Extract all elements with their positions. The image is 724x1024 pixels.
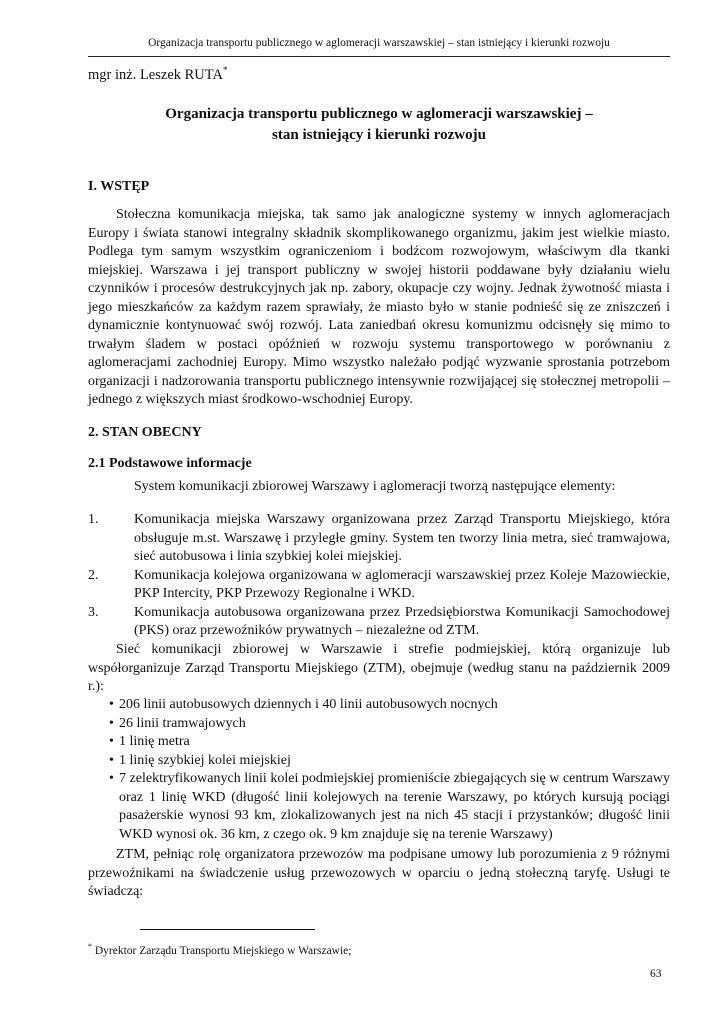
bullet-text: 206 linii autobusowych dziennych i 40 linii autobusowych nocnych — [119, 697, 498, 712]
list-item — [88, 567, 670, 604]
paper-title — [88, 104, 670, 146]
title-line-2: stan istniejący i kierunki rozwoju — [272, 127, 486, 143]
bullet-mark: • — [109, 734, 114, 749]
bullet-mark: • — [109, 752, 114, 768]
header-divider — [88, 56, 670, 57]
title-line-1: Organizacja transportu publicznego w aglomeracji warszawskiej – — [165, 106, 593, 122]
bullet-item — [88, 752, 670, 771]
list-item-text: Komunikacja kolejowa organizowana w aglomeracji warszawskiej przez Koleje Mazowieckie, PKP Intercity, PKP Przewozy Regionalne i WKD. — [134, 567, 670, 601]
list-item-number: 3. — [88, 604, 99, 620]
bullet-mark: • — [109, 771, 114, 786]
bullet-text: 1 linię metra — [119, 734, 190, 749]
section-2-1-heading: 2.1 Podstawowe informacje — [88, 456, 252, 471]
list-item — [88, 604, 670, 641]
running-header: Organizacja transportu publicznego w aglomeracji warszawskiej – stan istniejący i kierunki rozwoju — [148, 37, 610, 49]
elements-intro: System komunikacji zbiorowej Warszawy i aglomeracji tworzą następujące elementy: — [134, 479, 616, 494]
author-name: mgr inż. Leszek RUTA — [88, 66, 223, 83]
closing-paragraph: ZTM, pełniąc rolę organizatora przewozów ma podpisane umowy lub porozumienia z 9 różnymi przewoźnikami na świadczenie usług przewozowych w oparciu o jedną stołeczną taryfę. Usługi te świadczą: — [88, 847, 670, 899]
section-1-heading: I. WSTĘP — [88, 179, 150, 194]
section-2-heading: 2. STAN OBECNY — [88, 425, 202, 440]
numbered-list — [88, 511, 670, 641]
bullet-item — [88, 770, 670, 844]
network-intro-paragraph: Sieć komunikacji zbiorowej w Warszawie i strefie podmiejskiej, którą organizuje lub współorganizuje Zarząd Transportu Miejskiego (ZTM), obejmuje (według stanu na październik 2009 r.): — [88, 642, 670, 694]
author-line — [88, 65, 227, 84]
footnote-text: Dyrektor Zarządu Transportu Miejskiego w Warszawie; — [92, 944, 352, 957]
bullet-item — [88, 696, 670, 715]
section-1-paragraph: Stołeczna komunikacja miejska, tak samo jak analogiczne systemy w innych aglomeracjach Europy i świata stanowi integralny składnik skomplikowanego organizmu, jakim jest wielkie miasto. Podlega tym samym wszystkim ograniczeniom i bodźcom rozwojowym, właściwym dla tkanki miejskiej. Warszawa i jej transport publiczny w swojej historii poddawane były działaniu wielu czynników i procesów destrukcyjnych jak np. zabory, okupacje czy wojny. Jednak żywotność miasta i jego mieszkańców za każdym razem sprawiały, że miasto było w stanie podnieść się ze zniszczeń i dynamicznie kontynuować swój rozwój. Lata zaniedbań okresu komunizmu odcisnęły się mimo to trwałym śladem w postaci opóźnień w rozwoju systemu transportowego w porównaniu z aglomeracjami zachodniej Europy. Mimo wszystko należało podjąć wyzwanie sprostania potrzebom organizacji i nadzorowania transportu publicznego intensywnie rozwijającej się stołecznej metropolii – jednego z większych miast środkowo-wschodniej Europy. — [88, 207, 670, 407]
list-item-number: 1. — [88, 512, 99, 527]
bullet-mark: • — [109, 697, 114, 712]
bullet-text: 7 zelektryfikowanych linii kolei podmiejskiej promieniście zbiegających się w centrum Warszawy oraz 1 linię WKD (długość linii kolejowych na terenie Warszawy, po których kursują pociągi pasażerskie wynosi 93 km, zlokalizowanych jest na nich 45 stacji i przystanków; długość linii WKD wynosi ok. 36 km, z czego ok. 9 km znajduje się na terenie Warszawy) — [119, 771, 670, 842]
bullet-mark: • — [109, 715, 114, 731]
list-item-text: Komunikacja autobusowa organizowana przez Przedsiębiorstwa Komunikacji Samochodowej (PKS) oraz przewoźników prywatnych – niezależne od ZTM. — [134, 604, 670, 638]
bullet-text: 1 linię szybkiej kolei miejskiej — [119, 752, 291, 768]
footnote-mark: * — [88, 942, 92, 951]
bullet-item — [88, 715, 670, 734]
page-number: 63 — [650, 968, 662, 980]
footnote-divider — [140, 929, 315, 930]
list-item-text: Komunikacja miejska Warszawy organizowana przez Zarząd Transportu Miejskiego, która obsługuje m.st. Warszawę i przyległe gminy. System ten tworzy linia metra, sieć tramwajowa, sieć autobusowa i linia szybkiej kolei miejskiej. — [134, 512, 670, 564]
author-footnote-mark: * — [222, 65, 228, 75]
network-bullet-list — [88, 696, 670, 844]
bullet-item — [88, 733, 670, 752]
list-item — [88, 511, 670, 567]
list-item-number: 2. — [88, 567, 99, 583]
footnote — [88, 942, 351, 957]
bullet-text: 26 linii tramwajowych — [119, 715, 246, 731]
